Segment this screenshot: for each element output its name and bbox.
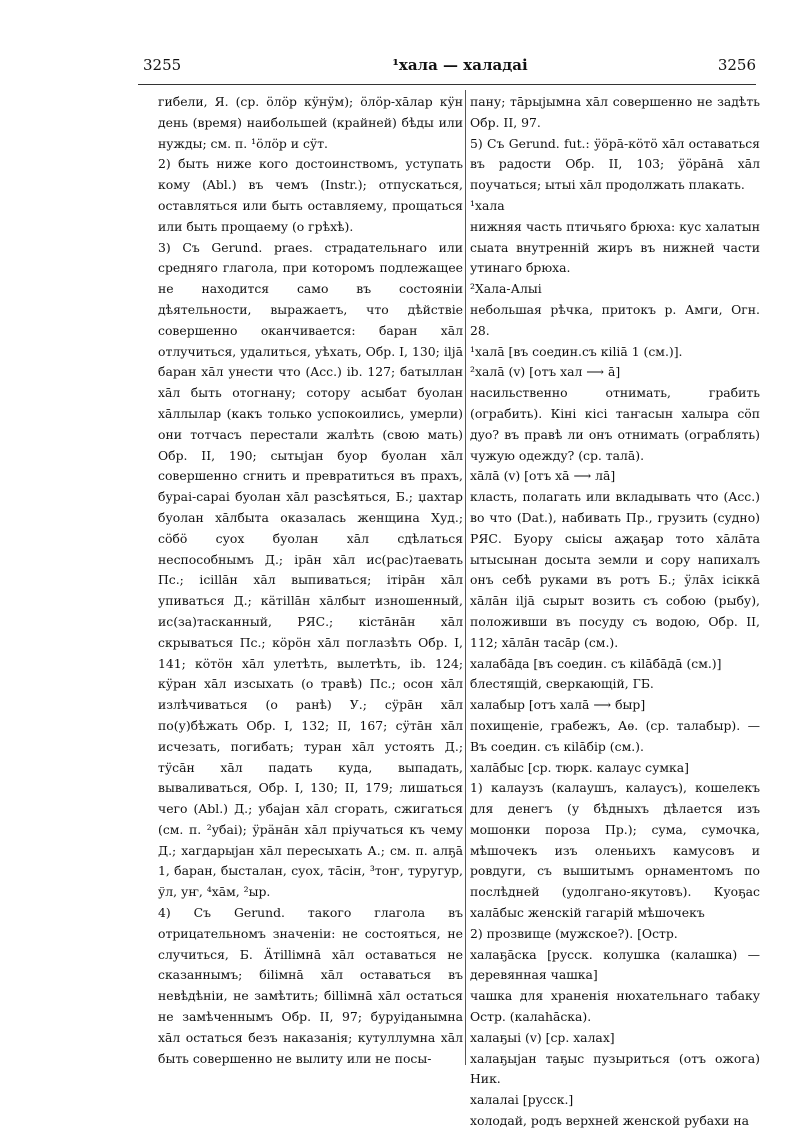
entry-headword: халāбыс [ср. тюрк. калаус сумка]: [470, 759, 690, 775]
entry-headword: халабыр [отъ халā ⟶ быр]: [470, 697, 646, 713]
entry-definition: 1) калаузъ (калаушъ, калаусъ), кошелекъ для денегъ (у бѣдныхъ дѣлается изъ мошонки пороза Пр.); сума, сумочка, мѣшочекъ изъ оленьихъ камусовъ и ровдуги, съ вышитымъ орнаментомъ по послѣдней (удолгано-якутовъ). Куоҕас халāбыс женскій гагарій мѣшочекъ: [470, 780, 760, 921]
entry-definition: нижняя часть птичьяго брюха: кус халатын сыата внутренній жиръ въ нижней части утинаго брюха.: [470, 218, 760, 276]
entry-definition: похищеніе, грабежъ, Аѳ. (ср. талабыр). — Въ соедин. съ кіlāбір (см.).: [470, 717, 760, 754]
entry-headword: хāлā (v) [отъ хā ⟶ лā]: [470, 468, 616, 484]
running-title: ¹хала — халадаі: [392, 56, 528, 74]
entry-definition: насильственно отнимать, грабить (ограбить). Кіні кісі таҥасын халыра сӧп дуо? въ правѣ ли онъ отнимать (ограблять) чужую одежду? (ср. талā).: [470, 385, 760, 463]
page-number-right: 3256: [717, 56, 756, 74]
column-divider: [465, 90, 466, 1065]
left-column: [158, 92, 463, 1069]
entry-headword: ¹хала: [470, 197, 505, 213]
header-rule: [138, 84, 756, 85]
left-paragraph: 2) быть ниже кого достоинствомъ, уступать кому (Abl.) въ чемъ (Instr.); отпускаться, оставляться или быть оставляему, прощаться или быть прощаему (о грѣхѣ).: [158, 156, 463, 234]
entry-definition: 2) прозвище (мужское?). [Остр.: [470, 925, 678, 941]
entry-headword: халалаі [русск.]: [470, 1092, 574, 1108]
left-paragraph: 4) Съ Gerund. такого глагола въ отрицательномъ значеніи: не состояться, не случиться, Б. Ӓтіllімнā хāл оставаться не сказаннымъ; біlімнā хāл оставаться въ невѣдѣніи, не замѣтить; біllімнā хāл остаться не замѣченнымъ Обр. II, 97; буруіданымна хāл остаться безъ наказанія; кутуллумна хāл быть совершенно не вылиту или не посы-: [158, 905, 463, 1066]
entry-headword: халабāда [въ соедин. съ кіlāбāдā (см.)]: [470, 655, 722, 671]
entry-headword: ²Хала-Алыі: [470, 281, 542, 297]
entry-headword: ¹халā [въ соедин.съ кіlіā 1 (см.)].: [470, 343, 683, 359]
entry-headword: халаҕāска [русск. колушка (калашка) — деревянная чашка]: [470, 946, 760, 983]
entry-definition: класть, полагать или вкладывать что (Acc.) во что (Dat.), набивать Пр., грузить (судно) РЯС. Буору сыісы аҗаҕар тото хāлāта ытысынан досыта земли и сору напихалъ онъ себѣ руками въ ротъ Б.; ӱлāх ісіккā хāлāн іlјā сырыт возить съ собою (рыбу), положивши въ посуду съ водою, Обр. II, 112; хāлāн тасāр (см.).: [470, 489, 760, 650]
page-number-left: 3255: [143, 56, 182, 74]
page-header: [0, 50, 800, 80]
left-paragraph: 3) Съ Gerund. praes. страдательнаго или средняго глагола, при которомъ подлежащее не находится само въ состояніи дѣятельности, выражаетъ, что дѣйствіе совершенно оканчивается: баран хāл отлучиться, удалиться, уѣхать, Обр. I, 130; іlјā баран хāл унести что (Acc.) ib. 127; батыллан хāл быть отогнану; сотору асыбат буолан хāллылар (какъ только успокоились, умерли) они тотчасъ перестали жалѣть (свою мать) Обр. II, 190; сытыјан буор буолан хāл совершенно сгнить и превратиться въ прахъ, бураі-сараі буолан хāл разсѣяться, Б.; џахтар буолан хāлбыта оказалась женщина Худ.; сӧбӧ суох буолан хāл сдѣлаться неспособнымъ Д.; ірāн хāл ис(рас)таевать Пс.; ісіllāн хāл выпиваться; ітірāн хāл упиваться Д.; кӓтіllāн хāлбыт изношенный, ис(за)тасканный, РЯС.; кістāнāн хāл скрываться Пс.; кӧрӧн хāл поглазѣть Обр. I, 141; кӧтӧн хāл улетѣть, вылетѣть, ib. 124; кӱран хāл изсыхать (о травѣ) Пс.; осон хāл излѣчиваться (о ранѣ) У.; сӱрāн хāл по(у)бѣжать Обр. I, 132; II, 167; сӱтāн хāл исчезать, погибать; туран хāл устоять Д.; тӱсāн хāл падать куда, выпадать, вываливаться, Обр. I, 130; II, 179; лишаться чего (Abl.) Д.; убајан хāл сгорать, сжигаться (см. п. ²убаі); ӱрӓнāн хāл пріучаться къ чему Д.; хагдарыјан хāл пересыхать А.; см. п. алҕā 1, баран, бысталан, суох, тāсін, ³тоҥ, туругур, ўл, уҥ, ⁴хāм, ²ыр.: [158, 239, 463, 900]
entry-headword: халаҕыі (v) [ср. халах]: [470, 1029, 615, 1045]
entry-definition: холодай, родъ верхней женской рубахи на: [470, 1113, 750, 1129]
entry-definition: блестящій, сверкающій, ГБ.: [470, 676, 654, 692]
left-paragraph: гибели, Я. (ср. ӧлӧр кӱнӱм); ӧлӧр-хāлар кӱн день (время) наибольшей (крайней) бѣды или нужды; см. п. ¹ӧлӧр и сӱт.: [158, 94, 463, 151]
entry-definition: небольшая рѣчка, притокъ р. Амги, Огн. 28.: [470, 301, 760, 338]
entry-definition: 5) Съ Gerund. fut.: ӱӧрā-кӧтӧ хāл оставаться въ радости Обр. II, 103; ӱӧрāнā хāл поучаться; ытыі хāл продолжать плакать.: [470, 135, 760, 193]
entry-definition: пану; тāрыјымна хāл совершенно не задѣть Обр. II, 97.: [470, 94, 760, 130]
entry-definition: халаҕыјан таҕыс пузыриться (отъ ожога) Ник.: [470, 1050, 760, 1087]
entry-headword: ²халā (v) [отъ хал ⟶ ā]: [470, 364, 621, 380]
entry-definition: чашка для храненія нюхательнаго табаку Остр. (калаhāска).: [470, 988, 760, 1025]
right-column: [470, 92, 760, 1132]
